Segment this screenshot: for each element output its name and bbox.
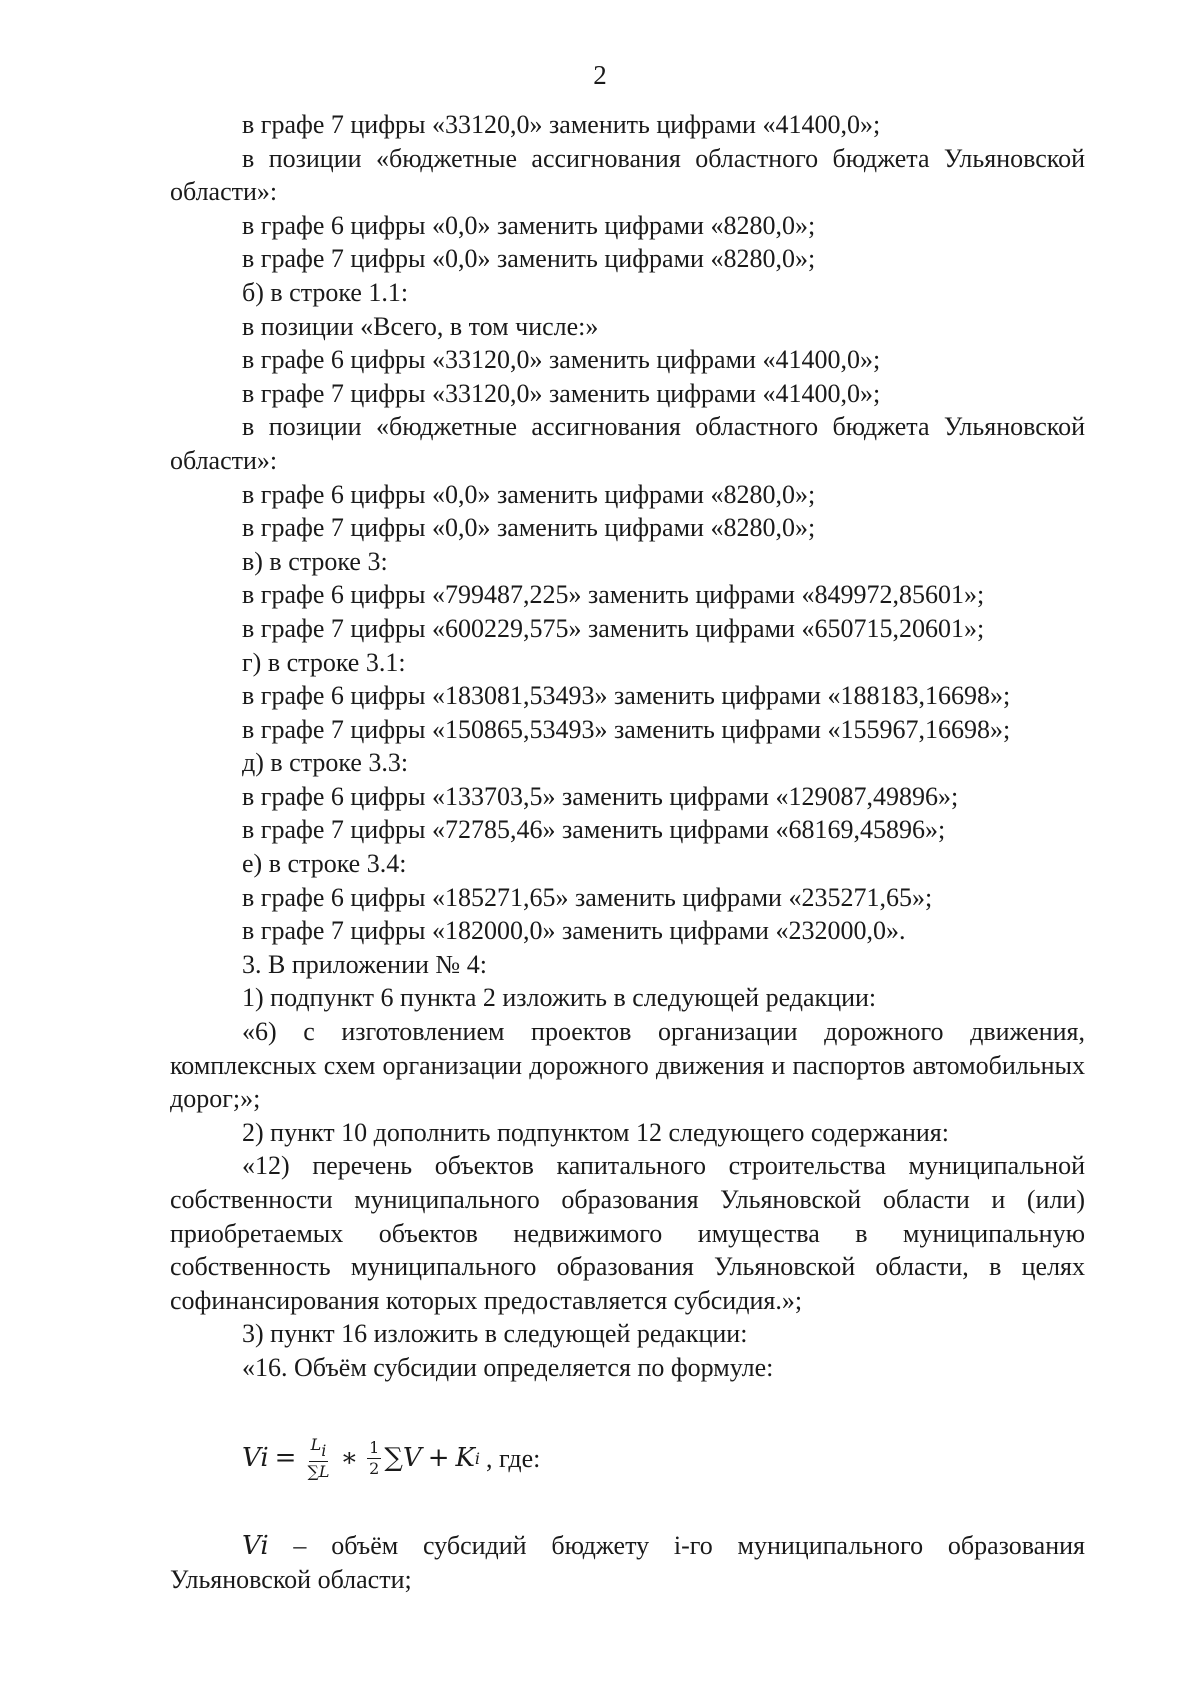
fraction-denominator: ∑L — [307, 1462, 330, 1482]
paragraph: в графе 6 цифры «185271,65» заменить цифрами «235271,65»; — [242, 882, 933, 912]
paragraph: в позиции «бюджетные ассигнования областного бюджета Ульяновской области»: — [170, 412, 1085, 475]
variable-definition — [170, 1529, 1085, 1597]
paragraph: е) в строке 3.4: — [242, 849, 407, 879]
document-body — [170, 108, 1085, 1597]
paragraph: в графе 7 цифры «0,0» заменить цифрами «8280,0»; — [242, 513, 816, 543]
paragraph: в позиции «Всего, в том числе:» — [242, 311, 599, 341]
formula-times: ∗ — [340, 1442, 359, 1473]
formula-plus: + — [427, 1442, 450, 1473]
definition-text: – объём субсидий бюджету i-го муниципального образования Ульяновской области; — [170, 1530, 1085, 1595]
paragraph: «6) с изготовлением проектов организации дорожного движения, комплексных схем организации дорожного движения и паспортов автомобильных дорог;»; — [170, 1017, 1085, 1114]
subsidy-formula — [170, 1421, 1085, 1497]
fraction-numerator-subscript: i — [321, 1441, 327, 1461]
fraction-denominator: 2 — [369, 1459, 380, 1479]
paragraph: «16. Объём субсидии определяется по формуле: — [242, 1352, 774, 1382]
formula-equals: = — [274, 1442, 297, 1473]
definition-variable: Vi — [242, 1530, 269, 1561]
paragraph: б) в строке 1.1: — [242, 277, 409, 307]
paragraph: в графе 6 цифры «799487,225» заменить цифрами «849972,85601»; — [242, 580, 985, 610]
paragraph: в графе 7 цифры «33120,0» заменить цифрами «41400,0»; — [242, 110, 881, 139]
fraction-numerator: 1 — [369, 1438, 380, 1458]
paragraph: в графе 6 цифры «0,0» заменить цифрами «8280,0»; — [242, 479, 816, 509]
paragraph: «12) перечень объектов капитального строительства муниципальной собственности муниципального образования Ульяновской области и (или) приобретаемых объектов недвижимого имущества в муниципальную собственность муниципального образования Ульяновской области, в целях софинансирования которых предоставляется субсидия.»; — [170, 1151, 1085, 1315]
fraction-l-over-sum-l — [305, 1435, 331, 1482]
paragraph: в графе 7 цифры «72785,46» заменить цифрами «68169,45896»; — [242, 815, 946, 845]
paragraph: в позиции «бюджетные ассигнования областного бюджета Ульяновской области»: — [170, 143, 1085, 207]
paragraph: в графе 7 цифры «33120,0» заменить цифрами «41400,0»; — [242, 378, 881, 408]
formula-k-subscript: i — [474, 1448, 481, 1468]
paragraph: 3. В приложении № 4: — [242, 949, 487, 979]
formula-lhs: Vi — [242, 1442, 269, 1473]
formula-sum-v: ∑V — [384, 1442, 422, 1473]
paragraph: 1) подпункт 6 пункта 2 изложить в следующей редакции: — [242, 983, 877, 1013]
formula-k: K — [455, 1442, 475, 1473]
paragraph: в графе 6 цифры «133703,5» заменить цифрами «129087,49896»; — [242, 781, 959, 811]
paragraph: 3) пункт 16 изложить в следующей редакции: — [242, 1319, 748, 1349]
paragraph: в) в строке 3: — [242, 546, 388, 576]
paragraph: 2) пункт 10 дополнить подпунктом 12 следующего содержания: — [242, 1117, 949, 1147]
paragraph: в графе 6 цифры «33120,0» заменить цифрами «41400,0»; — [242, 345, 881, 375]
formula-where: , где: — [486, 1443, 541, 1473]
paragraph: в графе 7 цифры «600229,575» заменить цифрами «650715,20601»; — [242, 613, 985, 643]
paragraph: в графе 7 цифры «0,0» заменить цифрами «8280,0»; — [242, 244, 816, 274]
paragraph: д) в строке 3.3: — [242, 748, 409, 778]
paragraph: г) в строке 3.1: — [242, 647, 406, 677]
page-number: 2 — [593, 60, 607, 90]
paragraph: в графе 7 цифры «150865,53493» заменить цифрами «155967,16698»; — [242, 714, 1011, 744]
paragraph: в графе 7 цифры «182000,0» заменить цифрами «232000,0». — [242, 916, 906, 946]
fraction-one-half — [367, 1438, 381, 1479]
paragraph: в графе 6 цифры «183081,53493» заменить цифрами «188183,16698»; — [242, 681, 1011, 711]
fraction-numerator: L — [310, 1435, 322, 1455]
paragraph: в графе 6 цифры «0,0» заменить цифрами «8280,0»; — [242, 210, 816, 240]
